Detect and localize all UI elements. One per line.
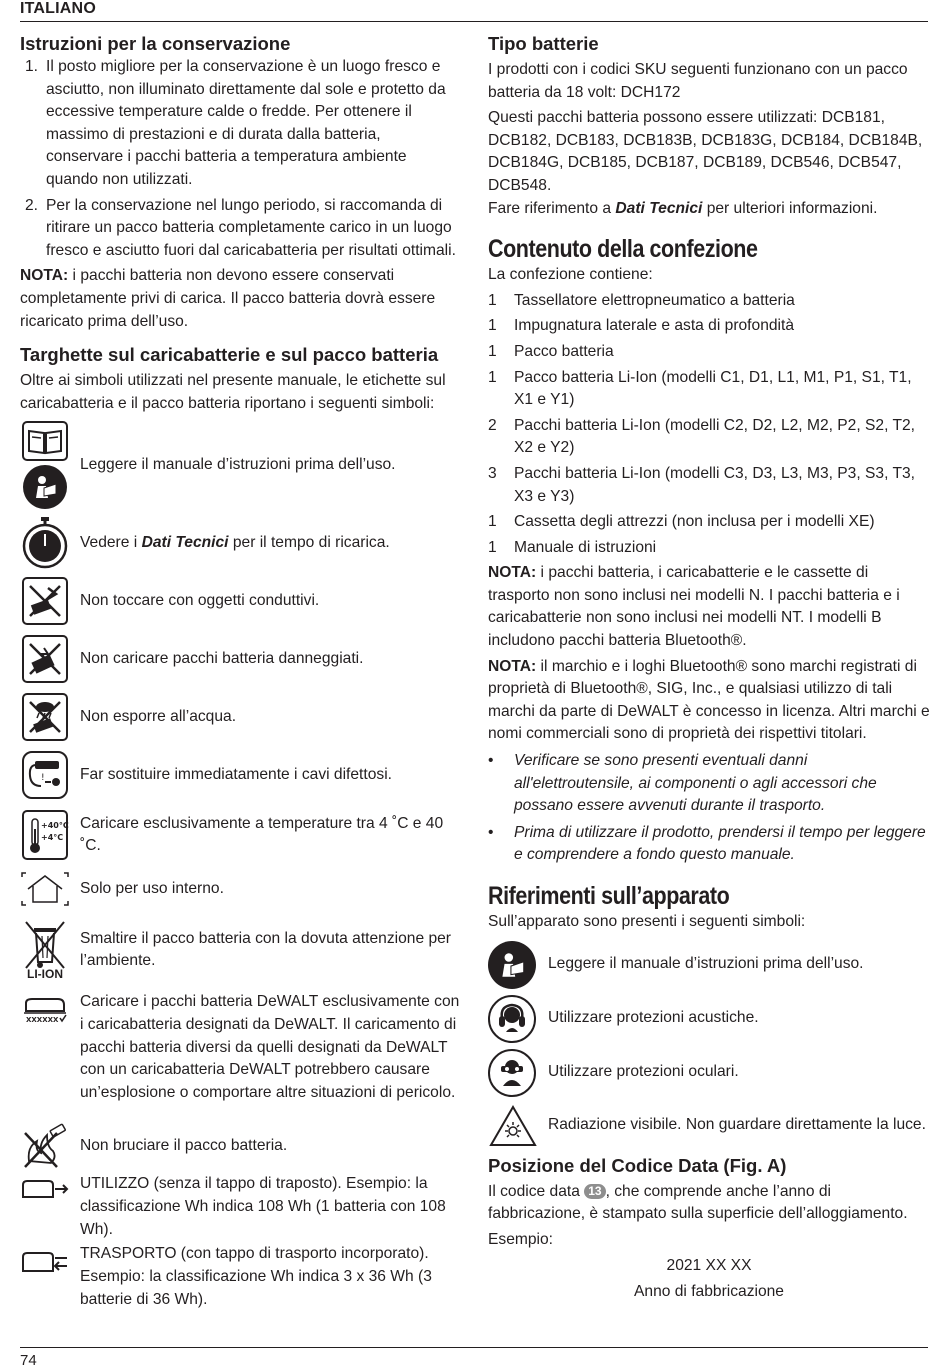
- symbol-no-conductive: [20, 575, 460, 627]
- list-item: [488, 290, 930, 313]
- list-item: [488, 511, 930, 534]
- symbol-read-manual: [20, 419, 460, 511]
- item-number: 1.: [24, 58, 38, 75]
- read-manual-icon: [488, 941, 536, 989]
- item-qty: 1: [488, 291, 497, 309]
- list-item: [488, 341, 930, 364]
- text-em: Dati Tecnici: [141, 534, 229, 552]
- labels-intro: Oltre ai simboli utilizzati nel presente manuale, le etichette sul caricabatteria e il pacco batteria riportano i seguenti simboli:: [20, 372, 446, 412]
- list-item: [488, 315, 930, 338]
- item-text: Pacco batteria: [514, 342, 614, 360]
- date-code-title: Posizione del Codice Data (Fig. A): [488, 1154, 787, 1176]
- symbol-text: Solo per uso interno.: [80, 880, 224, 898]
- item-text: Il posto migliore per la conservazione è un luogo fresco e asciutto, non illuminato direttamente dal sole e protetto da eccessive temperature calde o fredde. Per ottenere il massimo di prestazioni e di durata dalla batteria, conservare i pacchi batteria a temperatura ambiente quando non utilizzati.: [46, 58, 446, 188]
- header-language: ITALIANO: [20, 0, 96, 17]
- text-post: per il tempo di ricarica.: [228, 534, 390, 552]
- no-water-icon: [22, 693, 68, 741]
- right-column: [488, 32, 930, 1304]
- item-qty: 1: [488, 342, 497, 360]
- text-em: Dati Tecnici: [615, 199, 703, 217]
- charger-icon: [22, 993, 68, 1023]
- callout-badge: 13: [584, 1184, 605, 1199]
- page-number: 74: [20, 1352, 37, 1369]
- bullet: •: [488, 823, 494, 841]
- symbol-no-water: [20, 691, 460, 743]
- marking-radiation: [488, 1102, 930, 1150]
- list-item: [488, 750, 930, 818]
- package-note-1: [488, 562, 930, 652]
- symbol-text: Caricare i pacchi batteria DeWALT esclusivamente con i caricabatteria designati da DeWALT. Il caricamento di pacchi batteria diversi da quelli designati da DeWALT con un caricabatteria DeWALT potrebbero causare un’esplosione o comportare altre situazioni di pericolo.: [80, 993, 460, 1101]
- text-pre: Vedere i: [80, 534, 142, 552]
- symbol-indoor: [20, 869, 460, 909]
- symbol-text: Utilizzare protezioni acustiche.: [548, 1009, 759, 1027]
- list-item: [488, 463, 930, 508]
- date-code-example-label: Esempio:: [488, 1230, 554, 1248]
- list-item: [488, 537, 930, 560]
- list-item: [20, 195, 460, 263]
- item-text: Manuale di istruzioni: [514, 538, 657, 556]
- li-ion-label: LI-ION: [27, 967, 63, 982]
- symbol-text: Non bruciare il pacco batteria.: [80, 1137, 288, 1155]
- symbol-replace-cords: [20, 749, 460, 801]
- package-intro: La confezione contiene:: [488, 266, 653, 284]
- symbol-charge-time: [20, 517, 460, 569]
- item-text: Impugnatura laterale e asta di profondità: [514, 317, 795, 335]
- item-qty: 1: [488, 317, 497, 335]
- cord-icon: [22, 751, 68, 799]
- symbol-no-damaged: [20, 633, 460, 685]
- date-code-text: [488, 1181, 930, 1226]
- note-label: NOTA:: [20, 267, 69, 285]
- ear-protection-icon: [488, 995, 536, 1043]
- note-text: i pacchi batteria, i caricabatterie e le cassette di trasporto non sono inclusi nei modelli N. I pacchi batteria e i caricabatterie non sono inclusi nei modelli NT. I modelli B includono pacchi batteria Bluetooth®.: [488, 564, 900, 650]
- symbol-no-burn: [20, 1123, 460, 1169]
- symbol-dewalt-only: [20, 991, 460, 1113]
- list-item: [488, 415, 930, 460]
- item-text: Pacco batteria Li-Ion (modelli C1, D1, L1, M1, P1, S1, T1, X1 e Y1): [514, 368, 912, 409]
- battery-transport-icon: [21, 1249, 69, 1275]
- item-text: Per la conservazione nel lungo periodo, si raccomanda di ritirare un pacco batteria completamente carico in un luogo fresco e asciutto fuori dal caricabatteria per risultati ottimali.: [46, 196, 456, 259]
- symbol-text: Leggere il manuale d’istruzioni prima dell’uso.: [548, 955, 864, 973]
- storage-title: Istruzioni per la conservazione: [20, 33, 291, 54]
- list-item: [20, 56, 460, 192]
- thermometer-icon: [22, 810, 68, 860]
- symbol-text: Radiazione visibile. Non guardare direttamente la luce.: [548, 1116, 926, 1134]
- list-item: [488, 367, 930, 412]
- battery-type-p2: Questi pacchi batteria possono essere utilizzati: DCB181, DCB182, DCB183, DCB183B, DCB183G, DCB184, DCB184B, DCB184G, DCB185, DCB187, DCB189, DCB546, DCB547, DCB548.: [488, 109, 923, 194]
- symbol-text: TRASPORTO (con tappo di trasporto incorporato). Esempio: la classificazione Wh indica 3 x 36 Wh (3 batterie di 36 Wh).: [80, 1245, 432, 1308]
- temp-low-label: +4°C: [41, 833, 64, 843]
- storage-list: [20, 56, 460, 262]
- symbol-text: Non esporre all’acqua.: [80, 708, 237, 726]
- symbol-transport: [20, 1243, 460, 1309]
- note-label: NOTA:: [488, 564, 537, 582]
- note-text: il marchio e i loghi Bluetooth® sono marchi registrati di proprietà di Bluetooth®, SIG, Inc., e qualsiasi utilizzo di tali marchi da parte di DeWALT è concesso in licenza. Altri marchi e nomi commerciali sono di proprietà dei rispettivi titolari.: [488, 657, 930, 743]
- storage-note: [20, 265, 460, 333]
- symbol-use: [20, 1173, 460, 1239]
- date-code-caption: Anno di fabbricazione: [634, 1282, 784, 1300]
- eye-protection-icon: [488, 1049, 536, 1097]
- labels-title: Targhette sul caricabatterie e sul pacco batteria: [20, 344, 439, 366]
- item-text: Pacchi batteria Li-Ion (modelli C2, D2, L2, M2, P2, S2, T2, X2 e Y2): [514, 416, 916, 457]
- item-qty: 1: [488, 538, 497, 556]
- read-manual-icon: [23, 465, 67, 509]
- markings-intro: Sull’apparato sono presenti i seguenti simboli:: [488, 913, 806, 930]
- crossed-bin-icon: [22, 920, 68, 970]
- battery-type-p1: I prodotti con i codici SKU seguenti funzionano con un pacco batteria da 18 volt: DCH172: [488, 61, 908, 101]
- symbol-text: Far sostituire immediatamente i cavi difettosi.: [80, 766, 392, 784]
- light-radiation-icon: [488, 1104, 538, 1148]
- list-item: [488, 822, 930, 867]
- symbol-text: Smaltire il pacco batteria con la dovuta attenzione per l’ambiente.: [80, 929, 451, 970]
- package-bullets: [488, 750, 930, 867]
- symbol-text: UTILIZZO (senza il tappo di traposto). Esempio: la classificazione Wh indica 108 Wh (1 batteria con 108 Wh).: [80, 1175, 446, 1238]
- item-qty: 1: [488, 368, 497, 386]
- symbol-text: Leggere il manuale d’istruzioni prima dell’uso.: [80, 456, 396, 474]
- item-number: 2.: [24, 196, 38, 214]
- item-text: Pacchi batteria Li-Ion (modelli C3, D3, L3, M3, P3, S3, T3, X3 e Y3): [514, 464, 916, 505]
- item-qty: 1: [488, 513, 497, 531]
- charger-code: XXXXXX: [26, 1016, 59, 1025]
- package-title: Contenuto della confezione: [488, 235, 758, 264]
- battery-type-p3: [488, 198, 930, 221]
- footer-rule: [20, 1347, 928, 1348]
- text-pre: Fare riferimento a: [488, 199, 616, 217]
- symbol-text: [80, 532, 460, 555]
- marking-ear-protection: [488, 994, 930, 1044]
- date-code-example: 2021 XX XX: [666, 1257, 752, 1275]
- battery-use-icon: [21, 1179, 69, 1201]
- symbol-text: Non caricare pacchi batteria danneggiati.: [80, 650, 364, 668]
- no-damaged-icon: [22, 635, 68, 683]
- note-text: i pacchi batteria non devono essere conservati completamente privi di carica. Il pacco batteria dovrà essere ricaricato prima dell’uso.: [20, 267, 436, 330]
- item-text: Cassetta degli attrezzi (non inclusa per i modelli XE): [514, 513, 875, 531]
- text-post: , che comprende anche l’anno di fabbricazione, è stampato sulla superficie dell’alloggiamento.: [488, 1182, 908, 1223]
- item-qty: 2: [488, 416, 497, 434]
- symbol-temperature: [20, 807, 460, 863]
- item-text: Tassellatore elettropneumatico a batteria: [514, 291, 795, 309]
- no-conductive-icon: [22, 577, 68, 625]
- no-burn-icon: [21, 1123, 69, 1169]
- text-post: per ulteriori informazioni.: [702, 199, 878, 217]
- text-pre: Il codice data: [488, 1182, 585, 1200]
- markings-title: Riferimenti sull’apparato: [488, 882, 730, 910]
- stopwatch-icon: [22, 517, 68, 569]
- marking-read-manual: [488, 940, 930, 990]
- temp-high-label: +40°C: [41, 821, 69, 831]
- header-rule: [20, 21, 928, 22]
- left-column: [20, 32, 460, 1309]
- package-note-2: [488, 656, 930, 746]
- package-list: [488, 290, 930, 560]
- bullet: •: [488, 752, 494, 770]
- indoor-house-icon: [20, 871, 70, 907]
- item-text: Verificare se sono presenti eventuali danni all'elettroutensile, ai componenti o agli accessori che possano essere avvenuti durante il trasporto.: [514, 752, 877, 815]
- svg-text:!: !: [41, 773, 45, 784]
- item-text: Prima di utilizzare il prodotto, prendersi il tempo per leggere e comprendere a fondo questo manuale.: [514, 823, 926, 864]
- symbol-dispose: [20, 915, 460, 985]
- symbol-text: Caricare esclusivamente a temperature tra 4 ˚C e 40 ˚C.: [80, 814, 444, 855]
- book-icon: [22, 421, 68, 461]
- marking-eye-protection: [488, 1048, 930, 1098]
- note-label: NOTA:: [488, 657, 537, 675]
- symbol-text: Utilizzare protezioni oculari.: [548, 1063, 739, 1081]
- battery-type-title: Tipo batterie: [488, 33, 599, 54]
- item-qty: 3: [488, 464, 497, 482]
- symbol-text: Non toccare con oggetti conduttivi.: [80, 592, 320, 610]
